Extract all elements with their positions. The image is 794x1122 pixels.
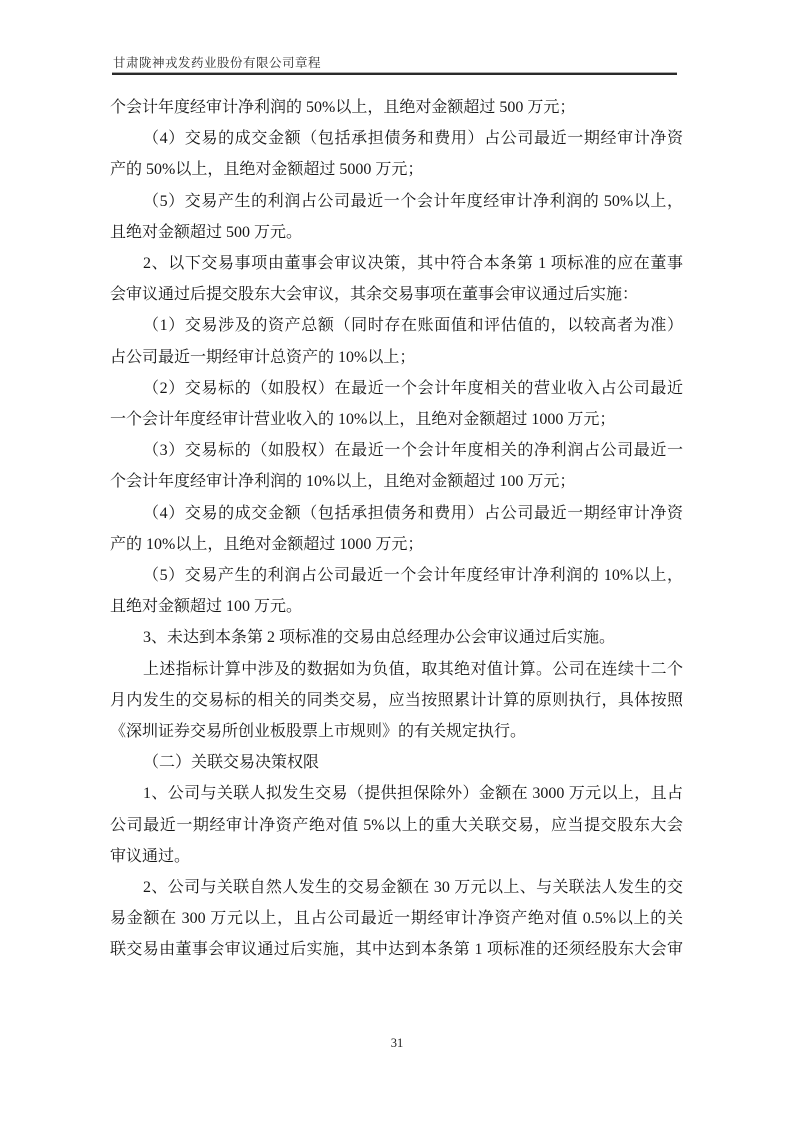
text-line: 3、未达到本条第 2 项标准的交易由总经理办公会审议通过后实施。 (143, 629, 616, 647)
text-line: 月内发生的交易标的相关的同类交易，应当按照累计计算的原则执行，具体按照 (110, 691, 683, 709)
text-line: 个会计年度经审计净利润的 50%以上，且绝对金额超过 500 万元； (110, 99, 576, 116)
page-number: 31 (390, 1036, 404, 1050)
text-line: 个会计年度经审计净利润的 10%以上，且绝对金额超过 100 万元； (110, 473, 576, 491)
text-line: 产的 10%以上，且绝对金额超过 1000 万元； (110, 535, 424, 553)
text-line: 公司最近一期经审计净资产绝对值 5%以上的重大关联交易，应当提交股东大会 (110, 816, 683, 834)
text-line: 联交易由董事会审议通过后实施，其中达到本条第 1 项标准的还须经股东大会审 (110, 941, 683, 959)
text-line: （5）交易产生的利润占公司最近一个会计年度经审计净利润的 10%以上， (143, 567, 683, 585)
text-line: （3）交易标的（如股权）在最近一个会计年度相关的净利润占公司最近一 (143, 442, 683, 460)
text-line: 会审议通过后提交股东大会审议，其余交易事项在董事会审议通过后实施： (110, 286, 639, 304)
text-line: 一个会计年度经审计营业收入的 10%以上，且绝对金额超过 1000 万元； (110, 411, 616, 429)
header-title: 甘肃陇神戎发药业股份有限公司章程 (113, 56, 322, 70)
text-line: 2、以下交易事项由董事会审议决策，其中符合本条第 1 项标准的应在董事 (143, 255, 683, 273)
text-line: 易金额在 300 万元以上，且占公司最近一期经审计净资产绝对值 0.5%以上的关 (110, 910, 683, 928)
text-line: （4）交易的成交金额（包括承担债务和费用）占公司最近一期经审计净资 (143, 504, 683, 522)
document-body (110, 92, 683, 966)
text-line: 2、公司与关联自然人发生的交易金额在 30 万元以上、与关联法人发生的交 (143, 879, 683, 897)
text-line: 且绝对金额超过 100 万元。 (110, 598, 303, 616)
text-line: 产的 50%以上，且绝对金额超过 5000 万元； (110, 161, 424, 179)
text-line: 1、公司与关联人拟发生交易（提供担保除外）金额在 3000 万元以上，且占 (143, 785, 683, 803)
text-line: 审议通过。 (110, 847, 191, 865)
text-line: （2）交易标的（如股权）在最近一个会计年度相关的营业收入占公司最近 (143, 379, 683, 397)
text-line: 《深圳证券交易所创业板股票上市规则》的有关规定执行。 (110, 723, 527, 741)
page-footer (0, 1036, 794, 1051)
text-line: 上述指标计算中涉及的数据如为负值，取其绝对值计算。公司在连续十二个 (143, 660, 683, 678)
text-line: 且绝对金额超过 500 万元。 (110, 223, 303, 241)
text-line: （二）关联交易决策权限 (143, 754, 320, 772)
text-line: （5）交易产生的利润占公司最近一个会计年度经审计净利润的 50%以上， (143, 192, 683, 210)
text-line: 占公司最近一期经审计总资产的 10%以上； (110, 348, 416, 366)
header-rule (112, 72, 677, 75)
text-line: （4）交易的成交金额（包括承担债务和费用）占公司最近一期经审计净资 (143, 130, 683, 148)
text-line: （1）交易涉及的资产总额（同时存在账面值和评估值的，以较高者为准） (143, 317, 683, 335)
